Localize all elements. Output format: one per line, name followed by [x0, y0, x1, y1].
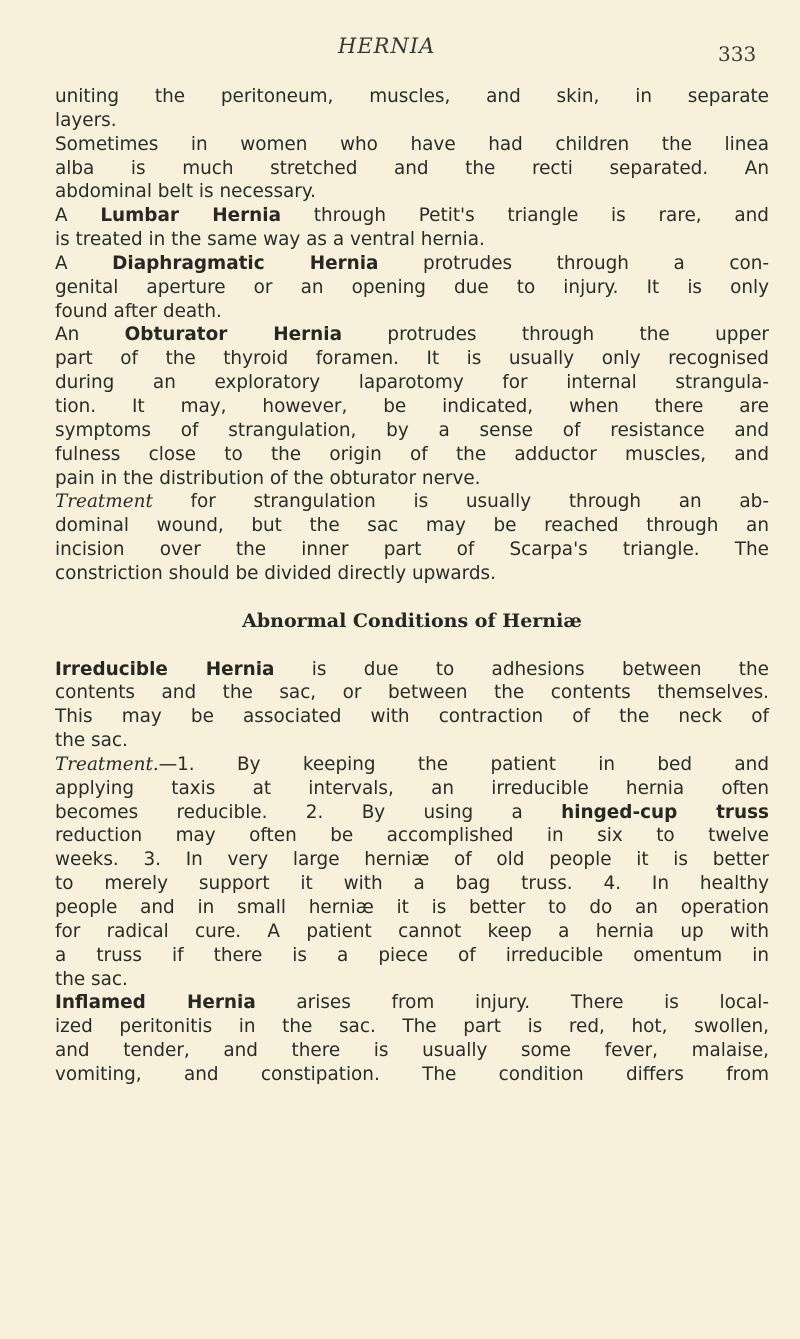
text-run: A [55, 252, 113, 274]
text-run: —1. By keeping the patient in bed and [158, 753, 769, 775]
page-number: 333 [718, 42, 757, 66]
text-line: Sometimes in women who have had children the linea [55, 133, 769, 155]
text-run: arises from injury. There is local- [255, 992, 770, 1014]
term-treatment: Treatment. [55, 753, 159, 775]
term-obturator-hernia: Obturator Hernia [124, 324, 342, 346]
text-line [55, 801, 769, 825]
text-line: contents and the sac, or between the contents themselves. [55, 682, 769, 704]
text-line: abdominal belt is necessary. [55, 181, 316, 203]
body-text [55, 85, 769, 1087]
text-line: weeks. 3. In very large herniæ of old people it is better [55, 849, 769, 871]
section-heading: Abnormal Conditions of Herniæ [242, 609, 582, 632]
text-run: protrudes through the upper [342, 324, 769, 346]
term-irreducible-hernia: Irreducible Hernia [55, 658, 275, 680]
text-line: the sac. [55, 968, 128, 990]
text-line: incision over the inner part of Scarpa's triangle. The [55, 539, 769, 561]
text-line: fulness close to the origin of the adductor muscles, and [55, 443, 769, 465]
text-line: a truss if there is a piece of irreducible omentum in [55, 944, 769, 966]
text-line: and tender, and there is usually some fever, malaise, [55, 1040, 769, 1062]
text-line: dominal wound, but the sac may be reached through an [55, 515, 769, 537]
text-line: found after death. [55, 300, 222, 322]
text-line: layers. [55, 109, 117, 131]
text-line [55, 753, 769, 777]
running-title: HERNIA [338, 34, 436, 58]
text-line: reduction may often be accomplished in six to twelve [55, 825, 769, 847]
text-run: protrudes through a con- [378, 252, 769, 274]
term-diaphragmatic-hernia: Diaphragmatic Hernia [112, 252, 379, 274]
text-line [55, 991, 769, 1015]
text-line: symptoms of strangulation, by a sense of resistance and [55, 419, 769, 441]
text-line [55, 204, 769, 228]
text-line: applying taxis at intervals, an irreducible hernia often [55, 777, 769, 799]
text-line: uniting the peritoneum, muscles, and skin, in separate [55, 86, 769, 107]
running-head [0, 34, 800, 64]
text-run: A [55, 205, 101, 227]
text-line: pain in the distribution of the obturator nerve. [55, 467, 481, 489]
text-line: is treated in the same way as a ventral hernia. [55, 229, 485, 251]
term-inflamed-hernia: Inflamed Hernia [55, 992, 256, 1014]
text-line: genital aperture or an opening due to injury. It is only [55, 276, 769, 298]
text-line: ized peritonitis in the sac. The part is red, hot, swollen, [55, 1016, 769, 1038]
text-line: for radical cure. A patient cannot keep a hernia up with [55, 920, 769, 942]
text-line [55, 252, 769, 276]
text-line: vomiting, and constipation. The condition differs from [55, 1063, 769, 1085]
term-lumbar-hernia: Lumbar Hernia [100, 205, 281, 227]
text-line [55, 658, 769, 682]
text-run: is due to adhesions between the [274, 658, 769, 680]
term-hinged-cup-truss: hinged-cup truss [561, 801, 769, 823]
text-line: This may be associated with contraction of the neck of [55, 706, 769, 728]
text-line: the sac. [55, 730, 128, 752]
term-treatment: Treatment [55, 491, 153, 513]
text-run: An [55, 324, 125, 346]
text-line: tion. It may, however, be indicated, when there are [55, 395, 769, 417]
text-line [55, 323, 769, 347]
text-line [55, 490, 769, 514]
text-line: constriction should be divided directly upwards. [55, 562, 496, 584]
text-line: part of the thyroid foramen. It is usually only recognised [55, 348, 769, 370]
text-line: to merely support it with a bag truss. 4. In healthy [55, 873, 769, 895]
text-line: during an exploratory laparotomy for internal strangula- [55, 372, 769, 394]
text-run: through Petit's triangle is rare, and [281, 205, 769, 227]
text-line: people and in small herniæ it is better to do an operation [55, 897, 769, 918]
text-line: alba is much stretched and the recti separated. An [55, 157, 769, 179]
text-run: for strangulation is usually through an ab- [152, 491, 769, 513]
text-run: becomes reducible. 2. By using a [55, 801, 562, 823]
